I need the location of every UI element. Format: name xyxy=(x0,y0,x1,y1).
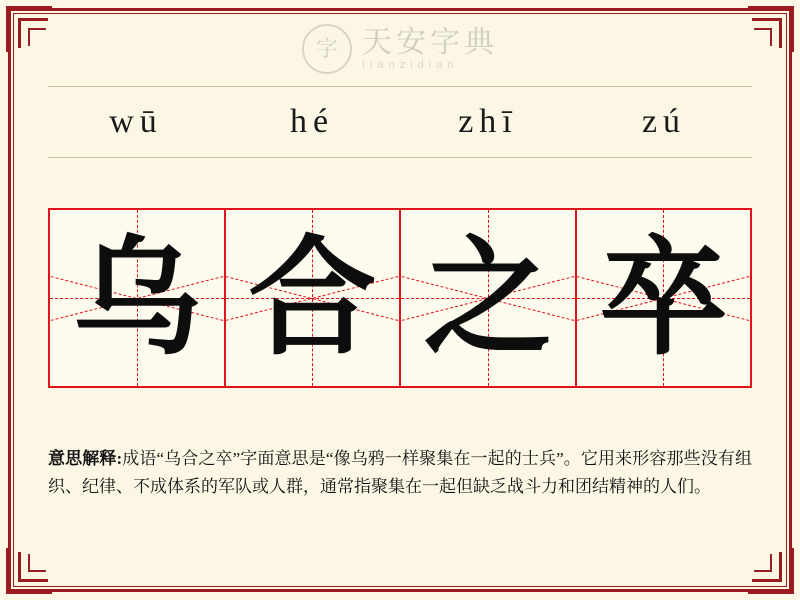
site-name: 天安字典 xyxy=(362,26,498,60)
corner-ornament-bottom-left xyxy=(6,548,52,594)
seal-icon xyxy=(302,24,352,74)
corner-ornament-bottom-right xyxy=(748,548,794,594)
explanation-label: 意思解释: xyxy=(48,449,123,468)
pinyin-cell-4: zú xyxy=(641,103,687,140)
explanation-text: 成语“乌合之卒”字面意思是“像乌鸦一样聚集在一起的士兵”。它用来形容那些没有组织、纪律、不成体系的军队或人群，通常指聚集在一起但缺乏战斗力和团结精神的人们。 xyxy=(48,449,752,497)
tianzige-cell-1 xyxy=(50,210,226,386)
hanzi-4: 卒 xyxy=(599,223,728,373)
tianzige-cell-2 xyxy=(226,210,402,386)
pinyin-cell-1: wū xyxy=(109,103,163,140)
tianzige-cell-4 xyxy=(577,210,751,386)
site-logo-text xyxy=(362,27,498,71)
pinyin-cell-3: zhī xyxy=(458,103,518,140)
pinyin-cell-2: hé xyxy=(289,103,335,140)
site-logo-watermark xyxy=(0,18,800,80)
tianzige-grid xyxy=(48,208,752,388)
hanzi-1: 乌 xyxy=(72,223,201,373)
hanzi-2: 合 xyxy=(248,223,377,373)
site-name-pinyin: tianzidian xyxy=(362,58,459,71)
pinyin-row xyxy=(48,86,752,158)
tianzige-cell-3 xyxy=(401,210,577,386)
explanation-block xyxy=(48,445,752,501)
hanzi-3: 之 xyxy=(423,223,552,373)
seal-icon-char: 字 xyxy=(315,36,338,61)
